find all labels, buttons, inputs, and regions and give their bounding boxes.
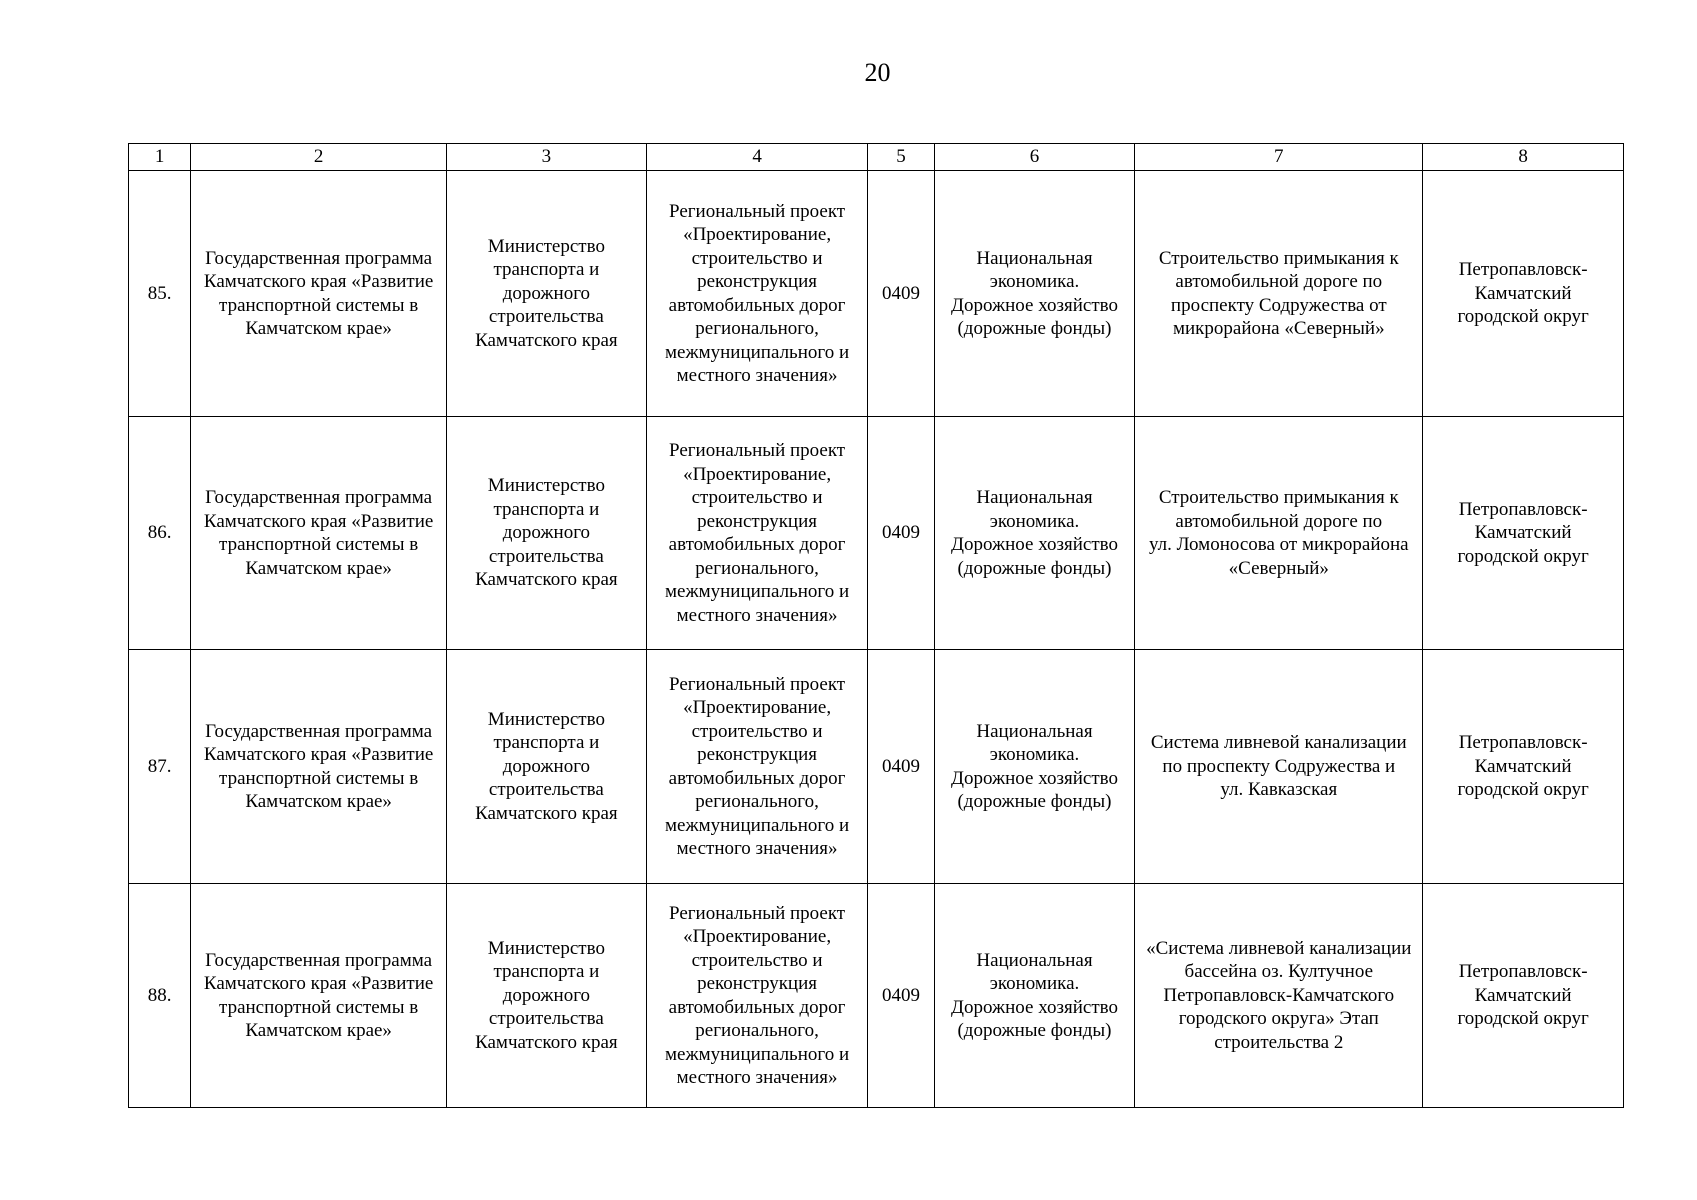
column-number-header: 5 <box>868 144 934 171</box>
table-row <box>129 171 1624 417</box>
ministry-cell: Министерство транспорта и дорожного строительства Камчатского края <box>447 417 647 650</box>
object-cell: Строительство примыкания к автомобильной дороге по ул. Ломоносова от микрорайона «Северный» <box>1135 417 1423 650</box>
column-number-header: 4 <box>646 144 868 171</box>
municipality-cell: Петропавловск- Камчатский городской округ <box>1423 417 1624 650</box>
ministry-cell: Министерство транспорта и дорожного строительства Камчатского края <box>447 171 647 417</box>
code-cell: 0409 <box>868 884 934 1108</box>
ministry-cell: Министерство транспорта и дорожного строительства Камчатского края <box>447 650 647 884</box>
row-number-cell: 85. <box>129 171 191 417</box>
program-cell: Государственная программа Камчатского края «Развитие транспортной системы в Камчатском крае» <box>191 171 447 417</box>
row-number-cell: 87. <box>129 650 191 884</box>
code-cell: 0409 <box>868 417 934 650</box>
code-cell: 0409 <box>868 650 934 884</box>
row-number-cell: 88. <box>129 884 191 1108</box>
municipality-cell: Петропавловск- Камчатский городской округ <box>1423 171 1624 417</box>
column-number-header: 1 <box>129 144 191 171</box>
page-number: 20 <box>864 58 891 87</box>
program-cell: Государственная программа Камчатского края «Развитие транспортной системы в Камчатском крае» <box>191 884 447 1108</box>
column-number-header: 3 <box>447 144 647 171</box>
section-cell: Национальная экономика. Дорожное хозяйство (дорожные фонды) <box>934 417 1135 650</box>
project-cell: Региональный проект «Проектирование, строительство и реконструкция автомобильных дорог регионального, межмуниципального и местного значения» <box>646 171 868 417</box>
ministry-cell: Министерство транспорта и дорожного строительства Камчатского края <box>447 884 647 1108</box>
project-cell: Региональный проект «Проектирование, строительство и реконструкция автомобильных дорог регионального, межмуниципального и местного значения» <box>646 650 868 884</box>
column-number-header: 8 <box>1423 144 1624 171</box>
column-number-header: 2 <box>191 144 447 171</box>
section-cell: Национальная экономика. Дорожное хозяйство (дорожные фонды) <box>934 171 1135 417</box>
column-number-header: 7 <box>1135 144 1423 171</box>
section-cell: Национальная экономика. Дорожное хозяйство (дорожные фонды) <box>934 650 1135 884</box>
program-cell: Государственная программа Камчатского края «Развитие транспортной системы в Камчатском крае» <box>191 650 447 884</box>
code-cell: 0409 <box>868 171 934 417</box>
program-cell: Государственная программа Камчатского края «Развитие транспортной системы в Камчатском крае» <box>191 417 447 650</box>
object-cell: «Система ливневой канализации бассейна оз. Култучное Петропавловск-Камчатского городского округа» Этап строительства 2 <box>1135 884 1423 1108</box>
table-header-row <box>129 144 1624 171</box>
table-row <box>129 884 1624 1108</box>
project-cell: Региональный проект «Проектирование, строительство и реконструкция автомобильных дорог регионального, межмуниципального и местного значения» <box>646 884 868 1108</box>
table-row <box>129 650 1624 884</box>
table-row <box>129 417 1624 650</box>
project-cell: Региональный проект «Проектирование, строительство и реконструкция автомобильных дорог регионального, межмуниципального и местного значения» <box>646 417 868 650</box>
object-cell: Система ливневой канализации по проспекту Содружества и ул. Кавказская <box>1135 650 1423 884</box>
section-cell: Национальная экономика. Дорожное хозяйство (дорожные фонды) <box>934 884 1135 1108</box>
municipality-cell: Петропавловск- Камчатский городской округ <box>1423 884 1624 1108</box>
document-table <box>128 143 1624 1108</box>
municipality-cell: Петропавловск- Камчатский городской округ <box>1423 650 1624 884</box>
row-number-cell: 86. <box>129 417 191 650</box>
object-cell: Строительство примыкания к автомобильной дороге по проспекту Содружества от микрорайона «Северный» <box>1135 171 1423 417</box>
column-number-header: 6 <box>934 144 1135 171</box>
